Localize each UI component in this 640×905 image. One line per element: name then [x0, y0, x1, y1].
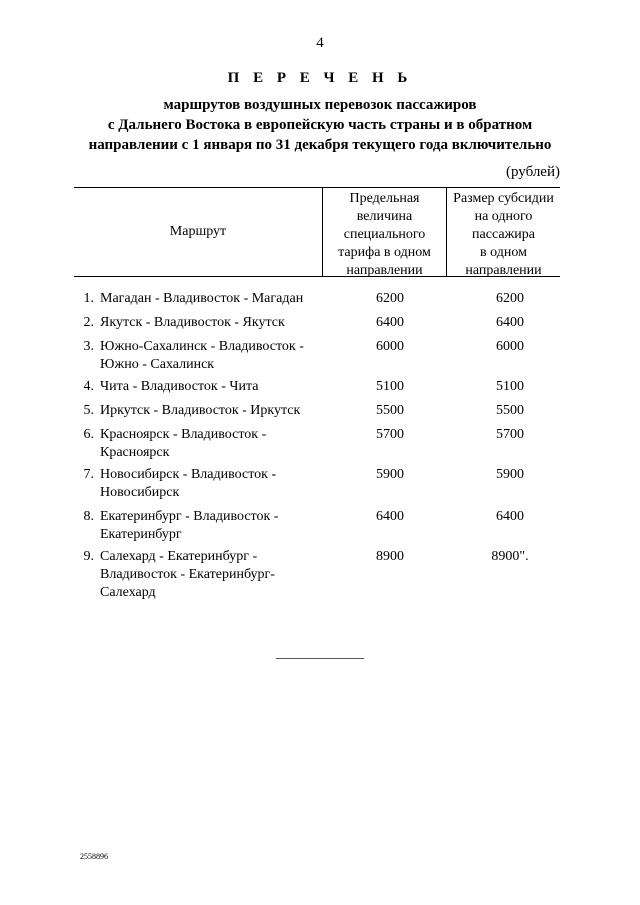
header-line: направлении [465, 263, 542, 278]
subtitle-line: направлении с 1 января по 31 декабря текущего года включительно [88, 137, 552, 153]
row-number: 6. [83, 427, 94, 442]
route-line: Новосибирск - Владивосток - [100, 467, 277, 482]
row-number: 1. [83, 291, 94, 306]
table-top-rule [74, 187, 560, 188]
route-line: Красноярск [100, 445, 170, 460]
tariff-cell: 8900 [376, 549, 404, 564]
row-number: 7. [83, 467, 94, 482]
page-number: 4 [316, 35, 324, 51]
tariff-cell: 5900 [376, 467, 404, 482]
header-line: специального [343, 227, 426, 242]
header-line: на одного [474, 209, 533, 224]
subsidy-cell: 6400 [496, 509, 524, 524]
subsidy-cell: 6000 [496, 339, 524, 354]
subtitle-line: с Дальнего Востока в европейскую часть страны и в обратном [107, 117, 533, 133]
closing-rule [276, 658, 364, 659]
route-cell [100, 402, 330, 420]
route-line: Салехард [100, 585, 156, 600]
tariff-cell: 6200 [376, 291, 404, 306]
route-cell [100, 548, 330, 602]
currency-units: (рублей) [505, 164, 560, 180]
document-title: П Е Р Е Ч Е Н Ь [227, 70, 413, 86]
route-cell [100, 290, 330, 308]
header-line: Размер субсидии [453, 191, 554, 206]
route-line: Иркутск - Владивосток - Иркутск [100, 403, 301, 418]
route-cell [100, 378, 330, 396]
header-subsidy [447, 190, 560, 280]
tariff-cell: 6400 [376, 509, 404, 524]
tariff-cell: 5100 [376, 379, 404, 394]
subsidy-cell: 5100 [496, 379, 524, 394]
route-cell [100, 314, 330, 332]
tariff-cell: 5500 [376, 403, 404, 418]
document-code: 2558896 [80, 852, 108, 861]
route-cell [100, 426, 330, 462]
route-line: Екатеринбург [100, 527, 182, 542]
tariff-cell: 6000 [376, 339, 404, 354]
subtitle-line: маршрутов воздушных перевозок пассажиров [163, 97, 477, 113]
subsidy-cell: 8900". [491, 549, 529, 564]
header-line: тарифа в одном [338, 245, 431, 260]
subsidy-cell: 6400 [496, 315, 524, 330]
route-line: Якутск - Владивосток - Якутск [100, 315, 285, 330]
route-line: Екатеринбург - Владивосток - [100, 509, 279, 524]
row-number: 8. [83, 509, 94, 524]
header-line: величина [356, 209, 413, 224]
route-line: Красноярск - Владивосток - [100, 427, 267, 442]
route-cell [100, 508, 330, 544]
row-number: 4. [83, 379, 94, 394]
header-line: направлении [346, 263, 423, 278]
route-line: Чита - Владивосток - Чита [100, 379, 259, 394]
route-line: Южно-Сахалинск - Владивосток - [100, 339, 304, 354]
route-line: Южно - Сахалинск [100, 357, 215, 372]
header-line: Предельная [349, 191, 420, 206]
row-number: 3. [83, 339, 94, 354]
route-line: Магадан - Владивосток - Магадан [100, 291, 304, 306]
subsidy-cell: 5900 [496, 467, 524, 482]
header-tariff [323, 190, 446, 280]
header-route: Маршрут [169, 224, 227, 239]
document-subtitle [0, 95, 640, 155]
route-line: Новосибирск [100, 485, 180, 500]
tariff-cell: 5700 [376, 427, 404, 442]
row-number: 2. [83, 315, 94, 330]
route-line: Салехард - Екатеринбург - [100, 549, 258, 564]
subsidy-cell: 6200 [496, 291, 524, 306]
row-number: 9. [83, 549, 94, 564]
route-cell [100, 466, 330, 502]
route-cell [100, 338, 330, 374]
route-line: Владивосток - Екатеринбург- [100, 567, 275, 582]
tariff-cell: 6400 [376, 315, 404, 330]
subsidy-cell: 5500 [496, 403, 524, 418]
header-line: в одном [480, 245, 527, 260]
subsidy-cell: 5700 [496, 427, 524, 442]
row-number: 5. [83, 403, 94, 418]
header-line: пассажира [472, 227, 535, 242]
